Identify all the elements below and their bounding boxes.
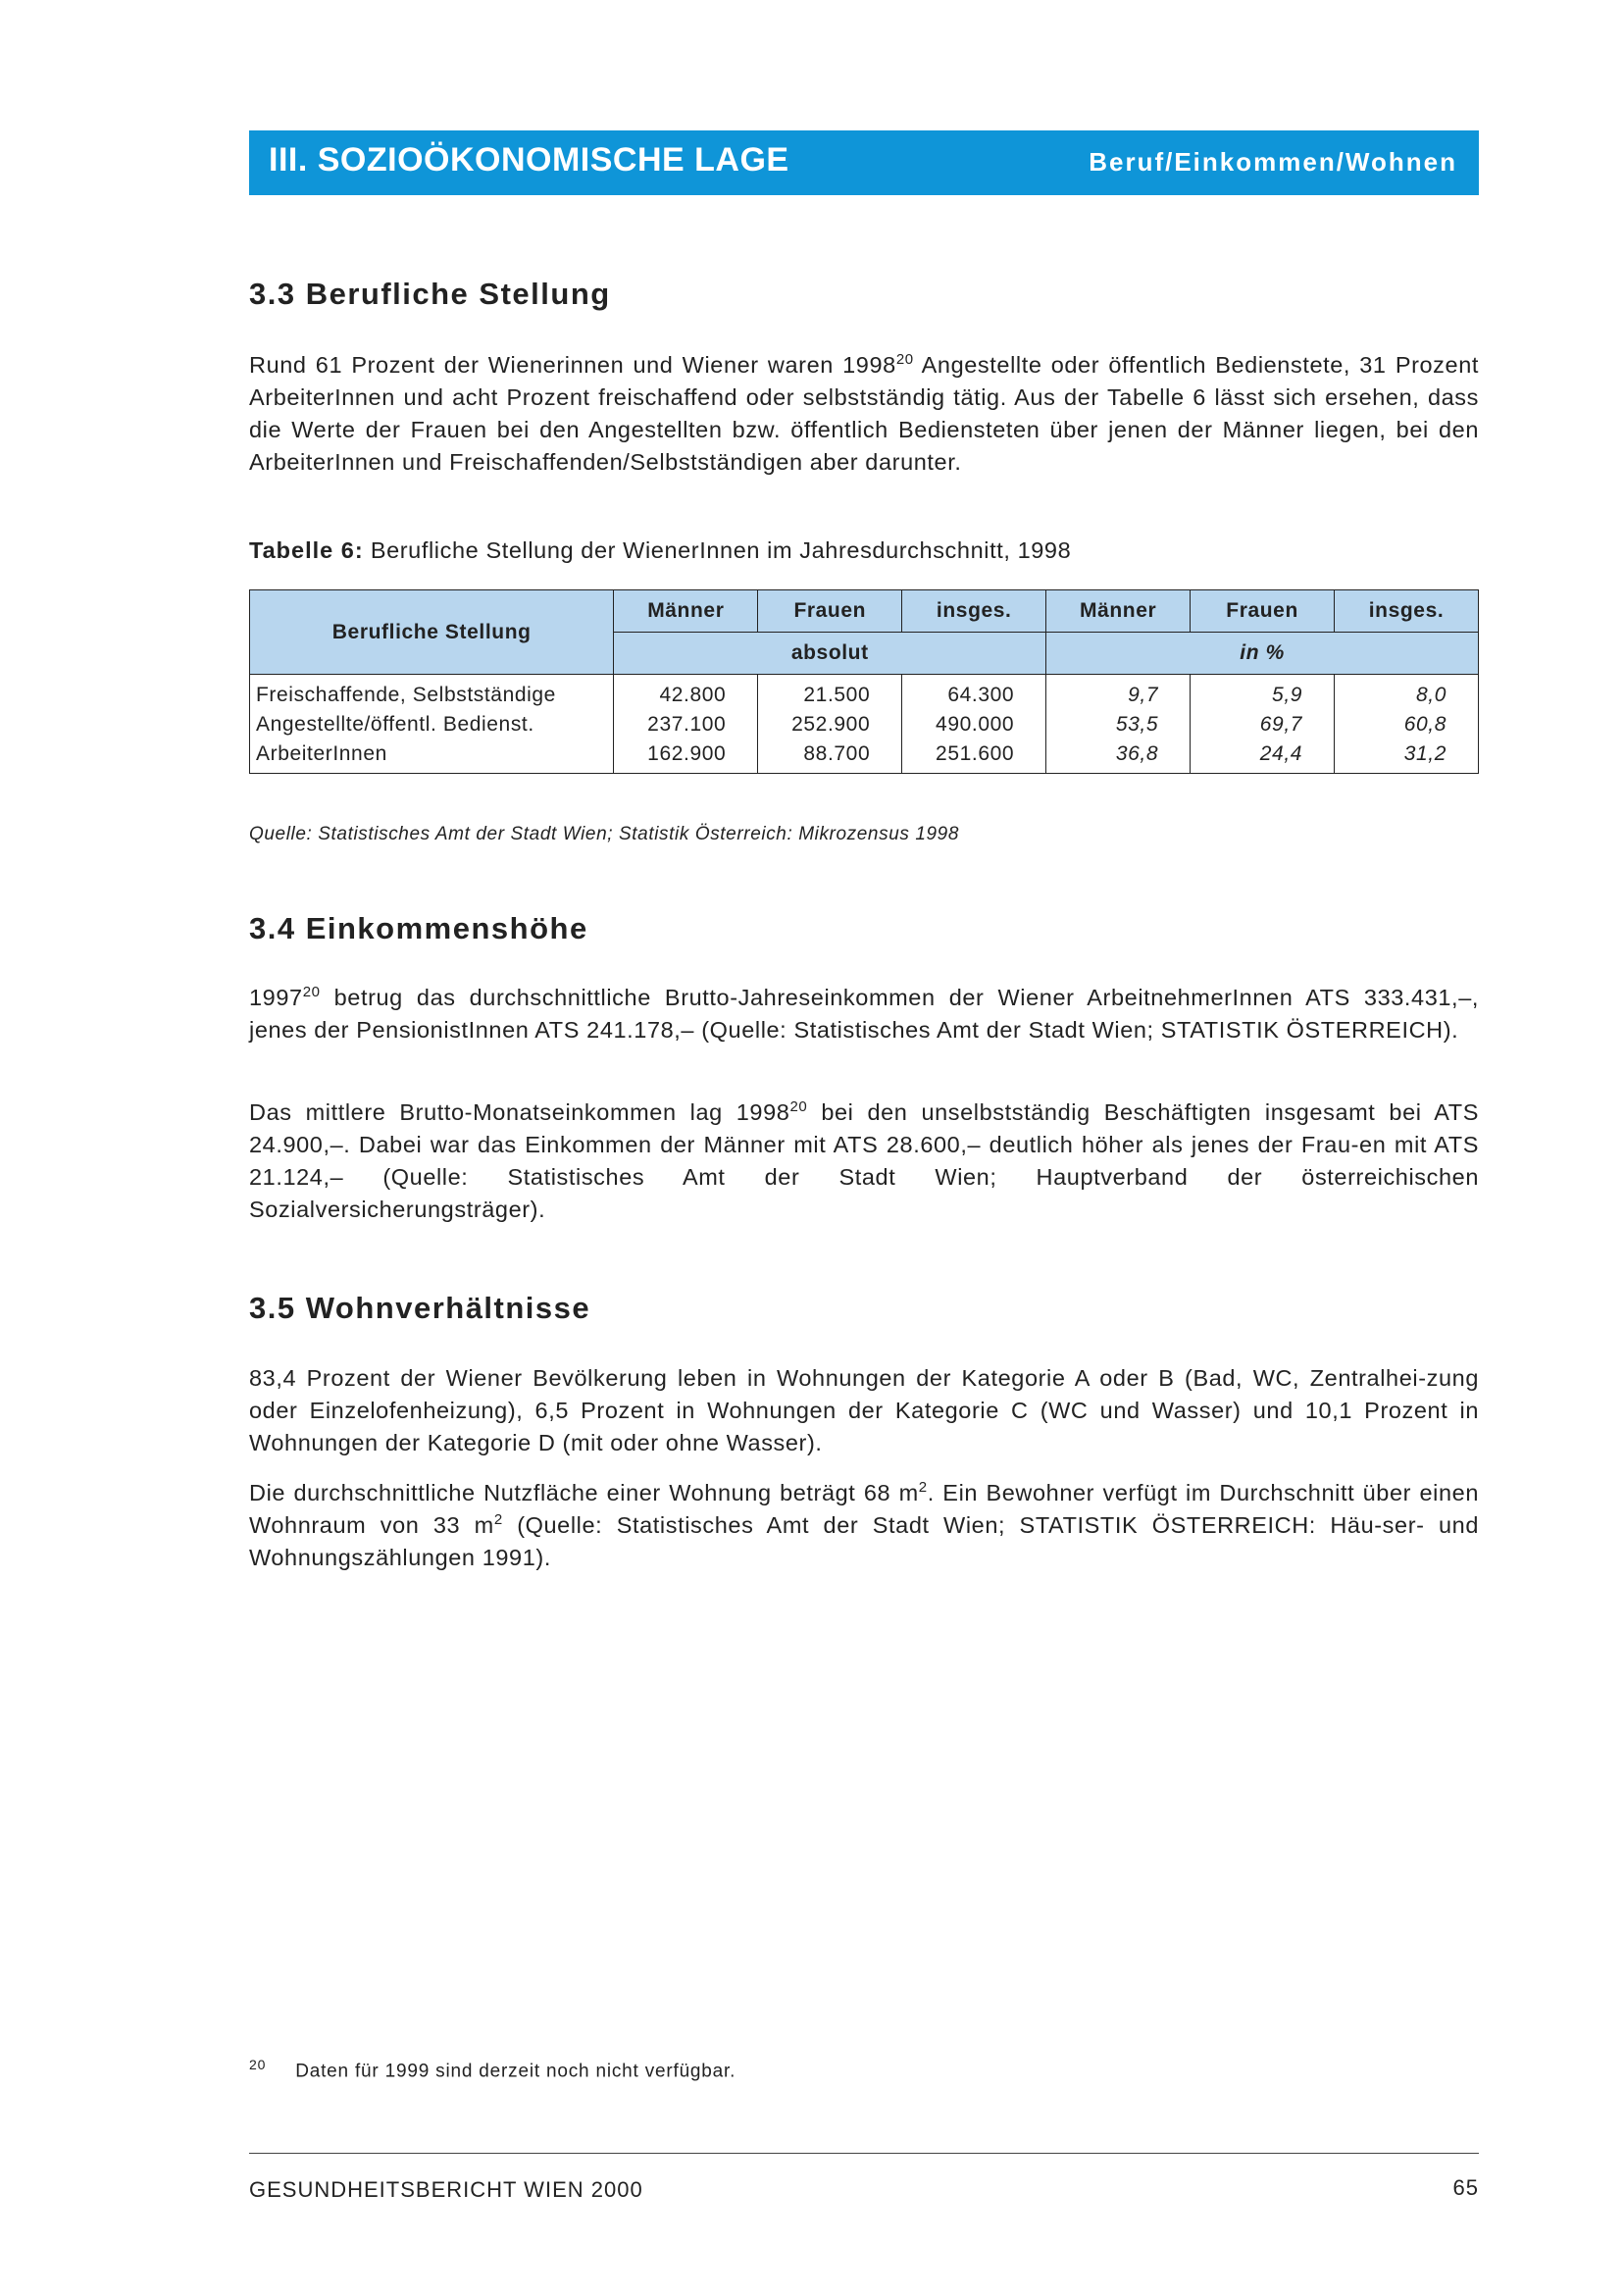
page-number: 65 — [1452, 2175, 1479, 2200]
table-source: Quelle: Statistisches Amt der Stadt Wien; Statistik Österreich: Mikrozensus 1998 — [249, 824, 960, 844]
column-header-frauen-pct: Frauen — [1191, 590, 1335, 633]
section-3-4-paragraph-1: 1997$^{20}$ betrug das durchschnittliche Brutto-Jahreseinkommen der Wiener ArbeitnehmerInnen ATS 333.431,–, jenes der PensionistInnen ATS 241.178,– (Quelle: Statistisches Amt der Stadt Wien; STATISTIK ÖSTERREICH). — [249, 984, 1479, 1043]
column-header-maenner-abs: Männer — [614, 590, 758, 633]
column-header-maenner-pct: Männer — [1046, 590, 1191, 633]
section-3-5-paragraph-1: 83,4 Prozent der Wiener Bevölkerung leben in Wohnungen der Kategorie A oder B (Bad, WC, Zentralhei-zung oder Einzelofenheizung), 6,5 Prozent in Wohnungen der Kategorie C (WC und Wasser) und 10,1 Prozent in Wohnungen der Kategorie D (mit oder ohne Wasser). — [249, 1365, 1479, 1455]
section-heading-3-4: 3.4 Einkommenshöhe — [249, 911, 588, 945]
table-row: Freischaffende, Selbstständige 42.800 21.500 64.300 9,7 5,9 8,0 — [250, 675, 1479, 711]
chapter-subtitle: Beruf/Einkommen/Wohnen — [1089, 147, 1457, 177]
group-header-absolut: absolut — [614, 633, 1046, 675]
footnote-ref: 20 — [895, 351, 914, 369]
chapter-title: III. SOZIOÖKONOMISCHE LAGE — [269, 141, 789, 178]
section-3-5-paragraph-2: Die durchschnittliche Nutzfläche einer Wohnung beträgt 68 $m^2$. Ein Bewohner verfügt im Durchschnitt über einen Wohnraum von 33 $m^2$ (Quelle: Statistisches Amt der Stadt Wien; STATISTIK ÖSTERREICH: Häu-ser- und Wohnungszählungen 1991). — [249, 1479, 1479, 1570]
footnote-number: 20 — [249, 2057, 267, 2072]
footnote-text: Daten für 1999 sind derzeit noch nicht verfügbar. — [295, 2061, 736, 2082]
footnote-ref: 20 — [302, 984, 321, 1001]
column-header-frauen-abs: Frauen — [758, 590, 902, 633]
footnote — [249, 2057, 736, 2082]
table-row: ArbeiterInnen 162.900 88.700 251.600 36,8 24,4 31,2 — [250, 739, 1479, 774]
column-header-insges-abs: insges. — [902, 590, 1046, 633]
column-header-stellung: Berufliche Stellung — [250, 590, 614, 675]
table-caption: Tabelle 6: Berufliche Stellung der WienerInnen im Jahresdurchschnitt, 1998 — [249, 537, 1072, 563]
chapter-header — [249, 130, 1479, 195]
section-3-3-paragraph: Rund 61 Prozent der Wienerinnen und Wiener waren 1998$^{20}$ Angestellte oder öffentlich Bedienstete, 31 Prozent ArbeiterInnen und acht Prozent freischaffend oder selbstständig tätig. Aus der Tabelle 6 lässt sich ersehen, dass die Werte der Frauen bei den Angestellten bzw. öffentlich Bediensteten über jenen der Männer liegen, bei den ArbeiterInnen und Freischaffenden/Selbstständigen aber darunter. — [249, 351, 1480, 475]
table-berufliche-stellung — [249, 589, 1479, 774]
footnote-ref: 20 — [789, 1098, 808, 1116]
footer-divider — [249, 2153, 1479, 2154]
section-3-4-paragraph-2: Das mittlere Brutto-Monatseinkommen lag 1998$^{20}$ bei den unselbstständig Beschäftigten insgesamt bei ATS 24.900,–. Dabei war das Einkommen der Männer mit ATS 28.600,– deutlich höher als jenes der Frau-en mit ATS 21.124,– (Quelle: Statistisches Amt der Stadt Wien; Hauptverband der österreichischen Sozialversicherungsträger). — [249, 1098, 1479, 1222]
group-header-percent: in % — [1046, 633, 1479, 675]
footer-publication: GESUNDHEITSBERICHT WIEN 2000 — [249, 2177, 643, 2202]
table-row: Angestellte/öffentl. Bedienst. 237.100 252.900 490.000 53,5 69,7 60,8 — [250, 710, 1479, 739]
section-heading-3-5: 3.5 Wohnverhältnisse — [249, 1291, 591, 1325]
column-header-insges-pct: insges. — [1335, 590, 1479, 633]
section-heading-3-3: 3.3 Berufliche Stellung — [249, 277, 611, 311]
